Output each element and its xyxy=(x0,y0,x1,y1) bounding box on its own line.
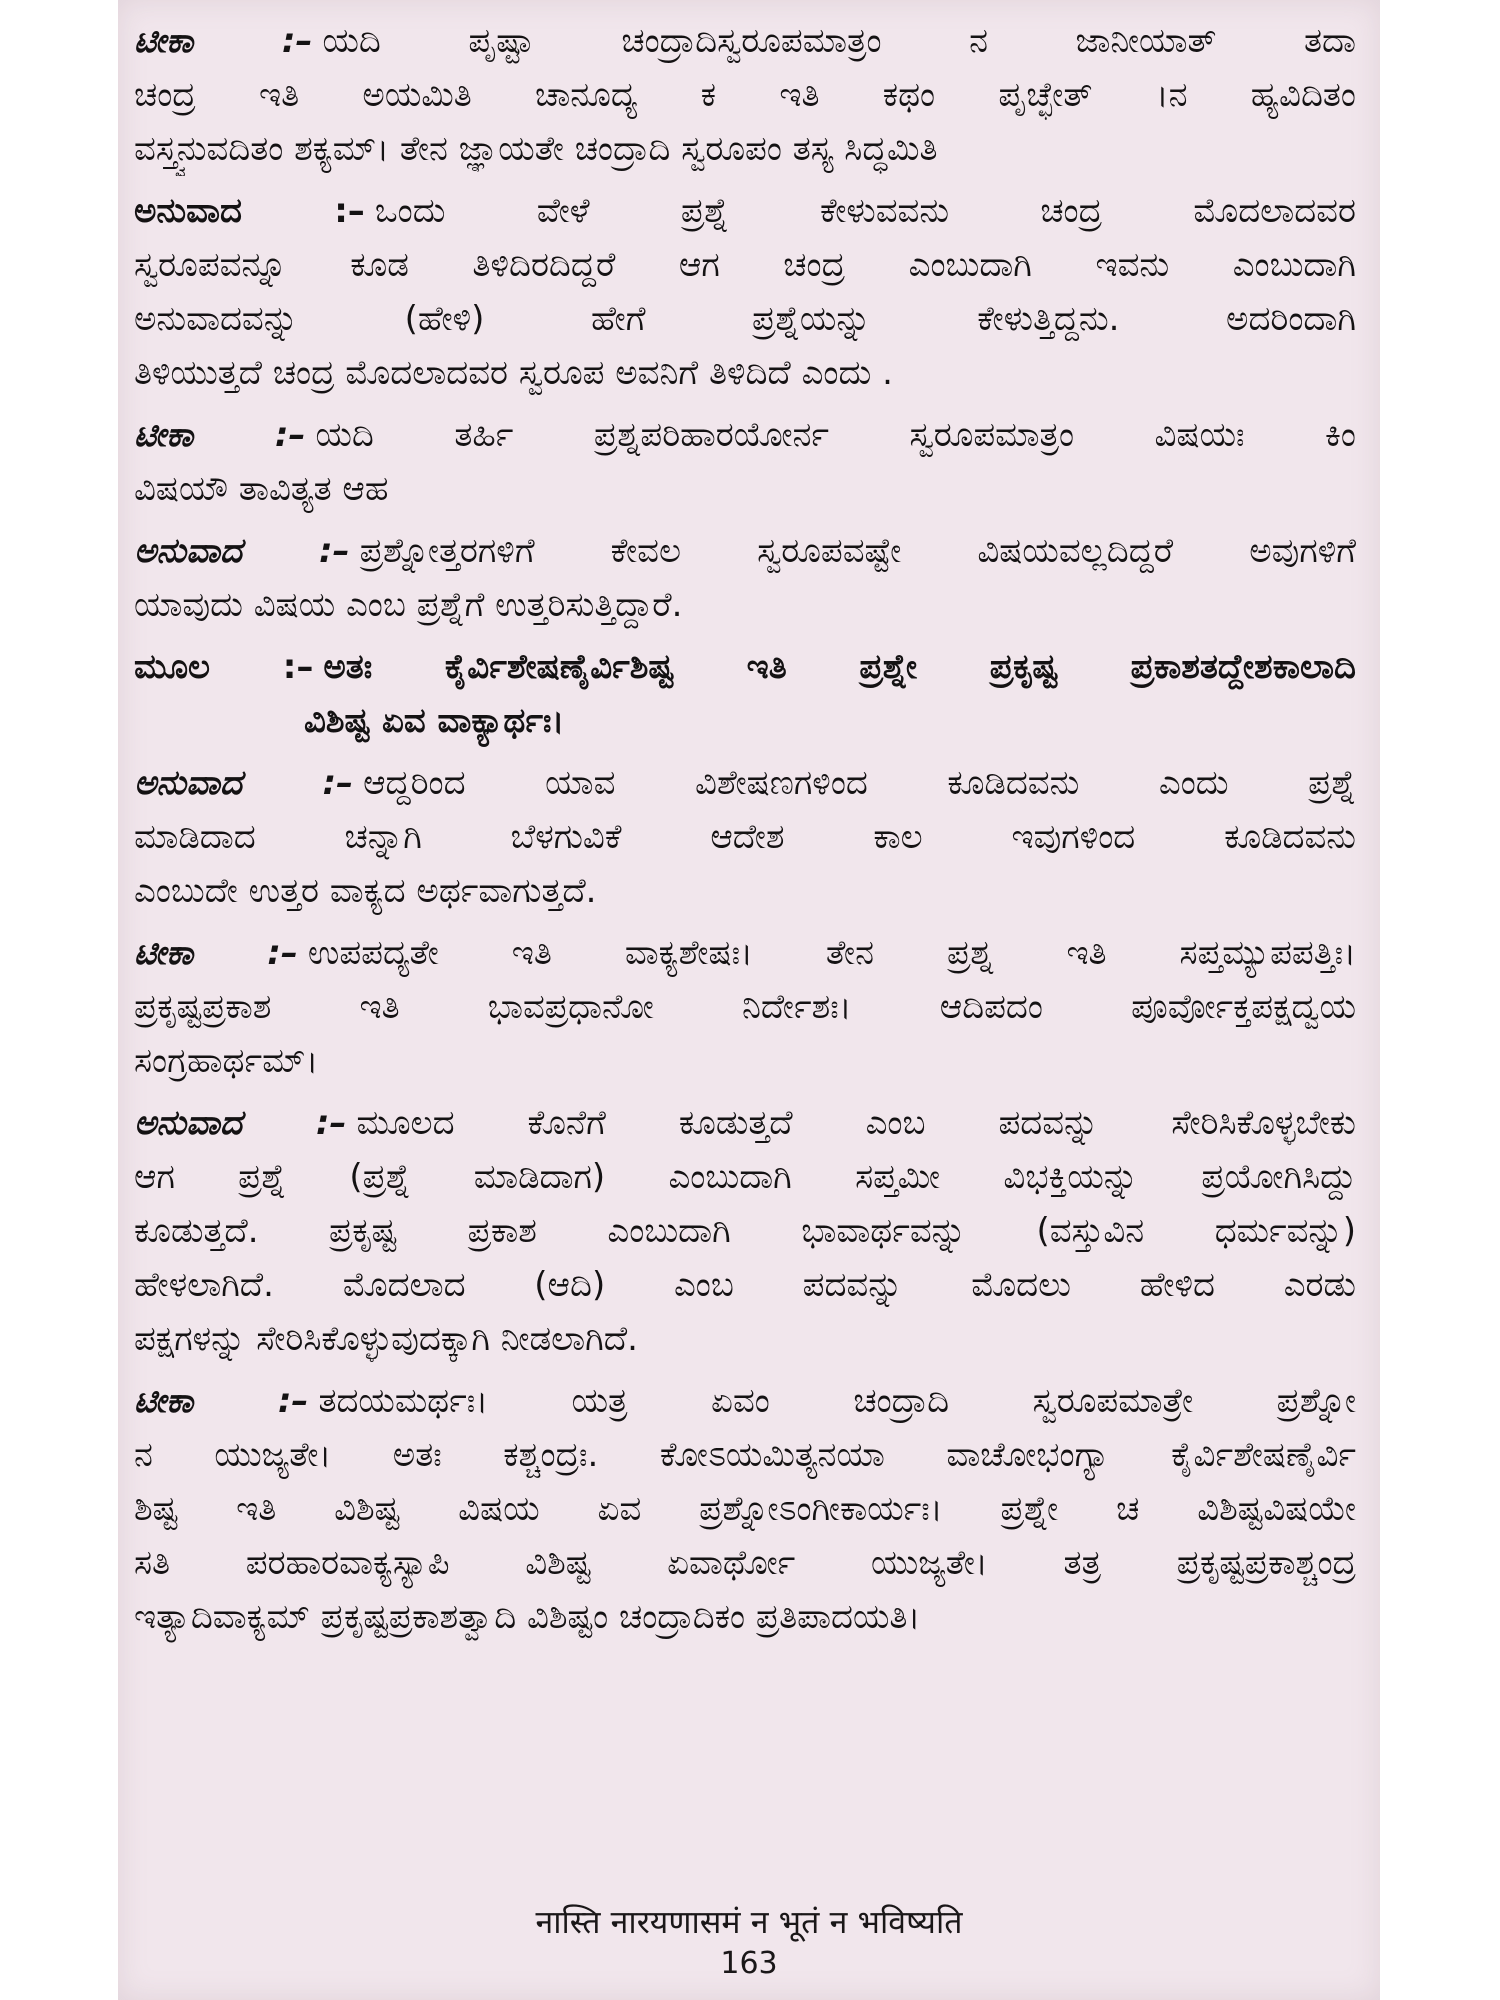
text-line: ವಸ್ತ್ವನುವದಿತಂ ಶಕ್ಯಮ್। ತೇನ ಜ್ಞಾಯತೇ ಚಂದ್ರಾದಿ ಸ್ವರೂಪಂ ತಸ್ಯ ಸಿದ್ಧಮಿತಿ xyxy=(134,129,938,169)
anuvada-paragraph-3 xyxy=(134,756,1356,918)
text-line: ಯಾವುದು ವಿಷಯ ಎಂಬ ಪ್ರಶ್ನೆಗೆ ಉತ್ತರಿಸುತ್ತಿದ್ದಾರೆ. xyxy=(134,585,683,625)
mula-paragraph xyxy=(134,640,1356,748)
page-footer xyxy=(118,1900,1380,1984)
text-line: ಚಂದ್ರ ಇತಿ ಅಯಮಿತಿ ಚಾನೂದ್ಯ ಕ ಇತಿ ಕಥಂ ಪೃಚ್ಛೇತ್ ।ನ ಹ್ಯವಿದಿತಂ xyxy=(134,75,1356,115)
tika-label: ಟೀಕಾ :– xyxy=(134,21,313,61)
footer-verse: नास्ति नारयणासमं न भूतं न भविष्यति xyxy=(535,1903,963,1941)
tika-label: ಟೀಕಾ :– xyxy=(134,933,298,973)
text-line: ಮೂಲದ ಕೊನೆಗೆ ಕೂಡುತ್ತದೆ ಎಂಬ ಪದವನ್ನು ಸೇರಿಸಿಕೊಳ್ಳಬೇಕು xyxy=(356,1103,1356,1143)
anuvada-paragraph-1 xyxy=(134,184,1356,400)
anuvada-label: ಅನುವಾದ :– xyxy=(134,1103,347,1143)
text-line: ಹೇಳಲಾಗಿದೆ. ಮೊದಲಾದ (ಆದಿ) ಎಂಬ ಪದವನ್ನು ಮೊದಲು ಹೇಳಿದ ಎರಡು xyxy=(134,1265,1356,1305)
anuvada-paragraph-4 xyxy=(134,1096,1356,1366)
anuvada-paragraph-2 xyxy=(134,524,1356,632)
text-line: ವಿಶಿಷ್ಟ ಏವ ವಾಕ್ಯಾರ್ಥಃ। xyxy=(304,701,565,741)
text-line: ಅನುವಾದವನ್ನು (ಹೇಳಿ) ಹೇಗೆ ಪ್ರಶ್ನೆಯನ್ನು ಕೇಳುತ್ತಿದ್ದನು. ಅದರಿಂದಾಗಿ xyxy=(134,299,1356,339)
text-line: ಯದಿ ತರ್ಹಿ ಪ್ರಶ್ನಪರಿಹಾರಯೋರ್ನ ಸ್ವರೂಪಮಾತ್ರಂ ವಿಷಯಃ ಕಿಂ xyxy=(315,415,1356,455)
page-body xyxy=(134,14,1356,1652)
text-line: ಸಂಗ್ರಹಾರ್ಥಮ್। xyxy=(134,1041,319,1081)
tika-paragraph-2 xyxy=(134,408,1356,516)
text-line: ಒಂದು ವೇಳೆ ಪ್ರಶ್ನೆ ಕೇಳುವವನು ಚಂದ್ರ ಮೊದಲಾದವರ xyxy=(374,191,1356,231)
tika-paragraph-3 xyxy=(134,926,1356,1088)
page-number: 163 xyxy=(720,1946,778,1981)
text-line: ಪ್ರಶ್ನೋತ್ತರಗಳಿಗೆ ಕೇವಲ ಸ್ವರೂಪವಷ್ಟೇ ವಿಷಯವಲ್ಲದಿದ್ದರೆ ಅವುಗಳಿಗೆ xyxy=(359,531,1356,571)
text-line: ಆದ್ದರಿಂದ ಯಾವ ವಿಶೇಷಣಗಳಿಂದ ಕೂಡಿದವನು ಎಂದು ಪ್ರಶ್ನೆ xyxy=(363,763,1356,803)
text-line: ಪ್ರಕೃಷ್ಟಪ್ರಕಾಶ ಇತಿ ಭಾವಪ್ರಧಾನೋ ನಿರ್ದೇಶಃ। ಆದಿಪದಂ ಪೂರ್ವೋಕ್ತಪಕ್ಷದ್ವಯ xyxy=(134,987,1356,1027)
text-line: ಇತ್ಯಾದಿವಾಕ್ಯಮ್ ಪ್ರಕೃಷ್ಟಪ್ರಕಾಶತ್ವಾದಿ ವಿಶಿಷ್ಟಂ ಚಂದ್ರಾದಿಕಂ ಪ್ರತಿಪಾದಯತಿ। xyxy=(134,1597,921,1637)
text-line: ತದಯಮರ್ಥಃ। ಯತ್ರ ಏವಂ ಚಂದ್ರಾದಿ ಸ್ವರೂಪಮಾತ್ರೇ ಪ್ರಶ್ನೋ xyxy=(318,1381,1356,1421)
text-line: ಪಕ್ಷಗಳನ್ನು ಸೇರಿಸಿಕೊಳ್ಳುವುದಕ್ಕಾಗಿ ನೀಡಲಾಗಿದೆ. xyxy=(134,1319,638,1359)
text-line: ಎಂಬುದೇ ಉತ್ತರ ವಾಕ್ಯದ ಅರ್ಥವಾಗುತ್ತದೆ. xyxy=(134,871,597,911)
anuvada-label: ಅನುವಾದ :– xyxy=(134,191,365,231)
anuvada-label: ಅನುವಾದ :– xyxy=(134,531,350,571)
text-line: ಯದಿ ಪೃಷ್ಟಾ ಚಂದ್ರಾದಿಸ್ವರೂಪಮಾತ್ರಂ ನ ಜಾನೀಯಾತ್ ತದಾ xyxy=(322,21,1356,61)
anuvada-label: ಅನುವಾದ :– xyxy=(134,763,354,803)
text-line: ನ ಯುಜ್ಯತೇ। ಅತಃ ಕಶ್ಚಂದ್ರಃ. ಕೋಽಯಮಿತ್ಯನಯಾ ವಾಚೋಭಂಗ್ಯಾ ಕೈರ್ವಿಶೇಷಣೈರ್ವಿ xyxy=(134,1435,1356,1475)
text-line: ಮಾಡಿದಾದ ಚನ್ನಾಗಿ ಬೆಳಗುವಿಕೆ ಆದೇಶ ಕಾಲ ಇವುಗಳಿಂದ ಕೂಡಿದವನು xyxy=(134,817,1356,857)
tika-paragraph-1 xyxy=(134,14,1356,176)
text-line: ಸ್ವರೂಪವನ್ನೂ ಕೂಡ ತಿಳಿದಿರದಿದ್ದರೆ ಆಗ ಚಂದ್ರ ಎಂಬುದಾಗಿ ಇವನು ಎಂಬುದಾಗಿ xyxy=(134,245,1356,285)
tika-paragraph-4 xyxy=(134,1374,1356,1644)
text-line: ಉಪಪದ್ಯತೇ ಇತಿ ವಾಕ್ಯಶೇಷಃ। ತೇನ ಪ್ರಶ್ನ ಇತಿ ಸಪ್ತಮ್ಯುಪಪತ್ತಿಃ। xyxy=(307,933,1356,973)
text-line: ಅತಃ ಕೈರ್ವಿಶೇಷಣೈರ್ವಿಶಿಷ್ಟ ಇತಿ ಪ್ರಶ್ನೇ ಪ್ರಕೃಷ್ಟ ಪ್ರಕಾಶತದ್ದೇಶಕಾಲಾದಿ xyxy=(323,647,1356,687)
text-line: ವಿಷಯೌ ತಾವಿತ್ಯತ ಆಹ xyxy=(134,469,389,509)
mula-label: ಮೂಲ :– xyxy=(134,647,314,687)
tika-label: ಟೀಕಾ :– xyxy=(134,1381,309,1421)
text-line: ಆಗ ಪ್ರಶ್ನೆ (ಪ್ರಶ್ನೆ ಮಾಡಿದಾಗ) ಎಂಬುದಾಗಿ ಸಪ್ತಮೀ ವಿಭಕ್ತಿಯನ್ನು ಪ್ರಯೋಗಿಸಿದ್ದು xyxy=(134,1157,1356,1197)
text-line: ಸತಿ ಪರಹಾರವಾಕ್ಯಸ್ಯಾಪಿ ವಿಶಿಷ್ಟ ಏವಾರ್ಥೋ ಯುಜ್ಯತೇ। ತತ್ರ ಪ್ರಕೃಷ್ಟಪ್ರಕಾಶ್ಚಂದ್ರ xyxy=(134,1543,1356,1583)
text-line: ಶಿಷ್ಟ ಇತಿ ವಿಶಿಷ್ಟ ವಿಷಯ ಏವ ಪ್ರಶ್ನೋಽಂಗೀಕಾರ್ಯಃ। ಪ್ರಶ್ನೇ ಚ ವಿಶಿಷ್ಟವಿಷಯೇ xyxy=(134,1489,1356,1529)
tika-label: ಟೀಕಾ :– xyxy=(134,415,306,455)
text-line: ಕೂಡುತ್ತದೆ. ಪ್ರಕೃಷ್ಟ ಪ್ರಕಾಶ ಎಂಬುದಾಗಿ ಭಾವಾರ್ಥವನ್ನು (ವಸ್ತುವಿನ ಧರ್ಮವನ್ನು) xyxy=(134,1211,1356,1251)
text-line: ತಿಳಿಯುತ್ತದೆ ಚಂದ್ರ ಮೊದಲಾದವರ ಸ್ವರೂಪ ಅವನಿಗೆ ತಿಳಿದಿದೆ ಎಂದು . xyxy=(134,353,893,393)
